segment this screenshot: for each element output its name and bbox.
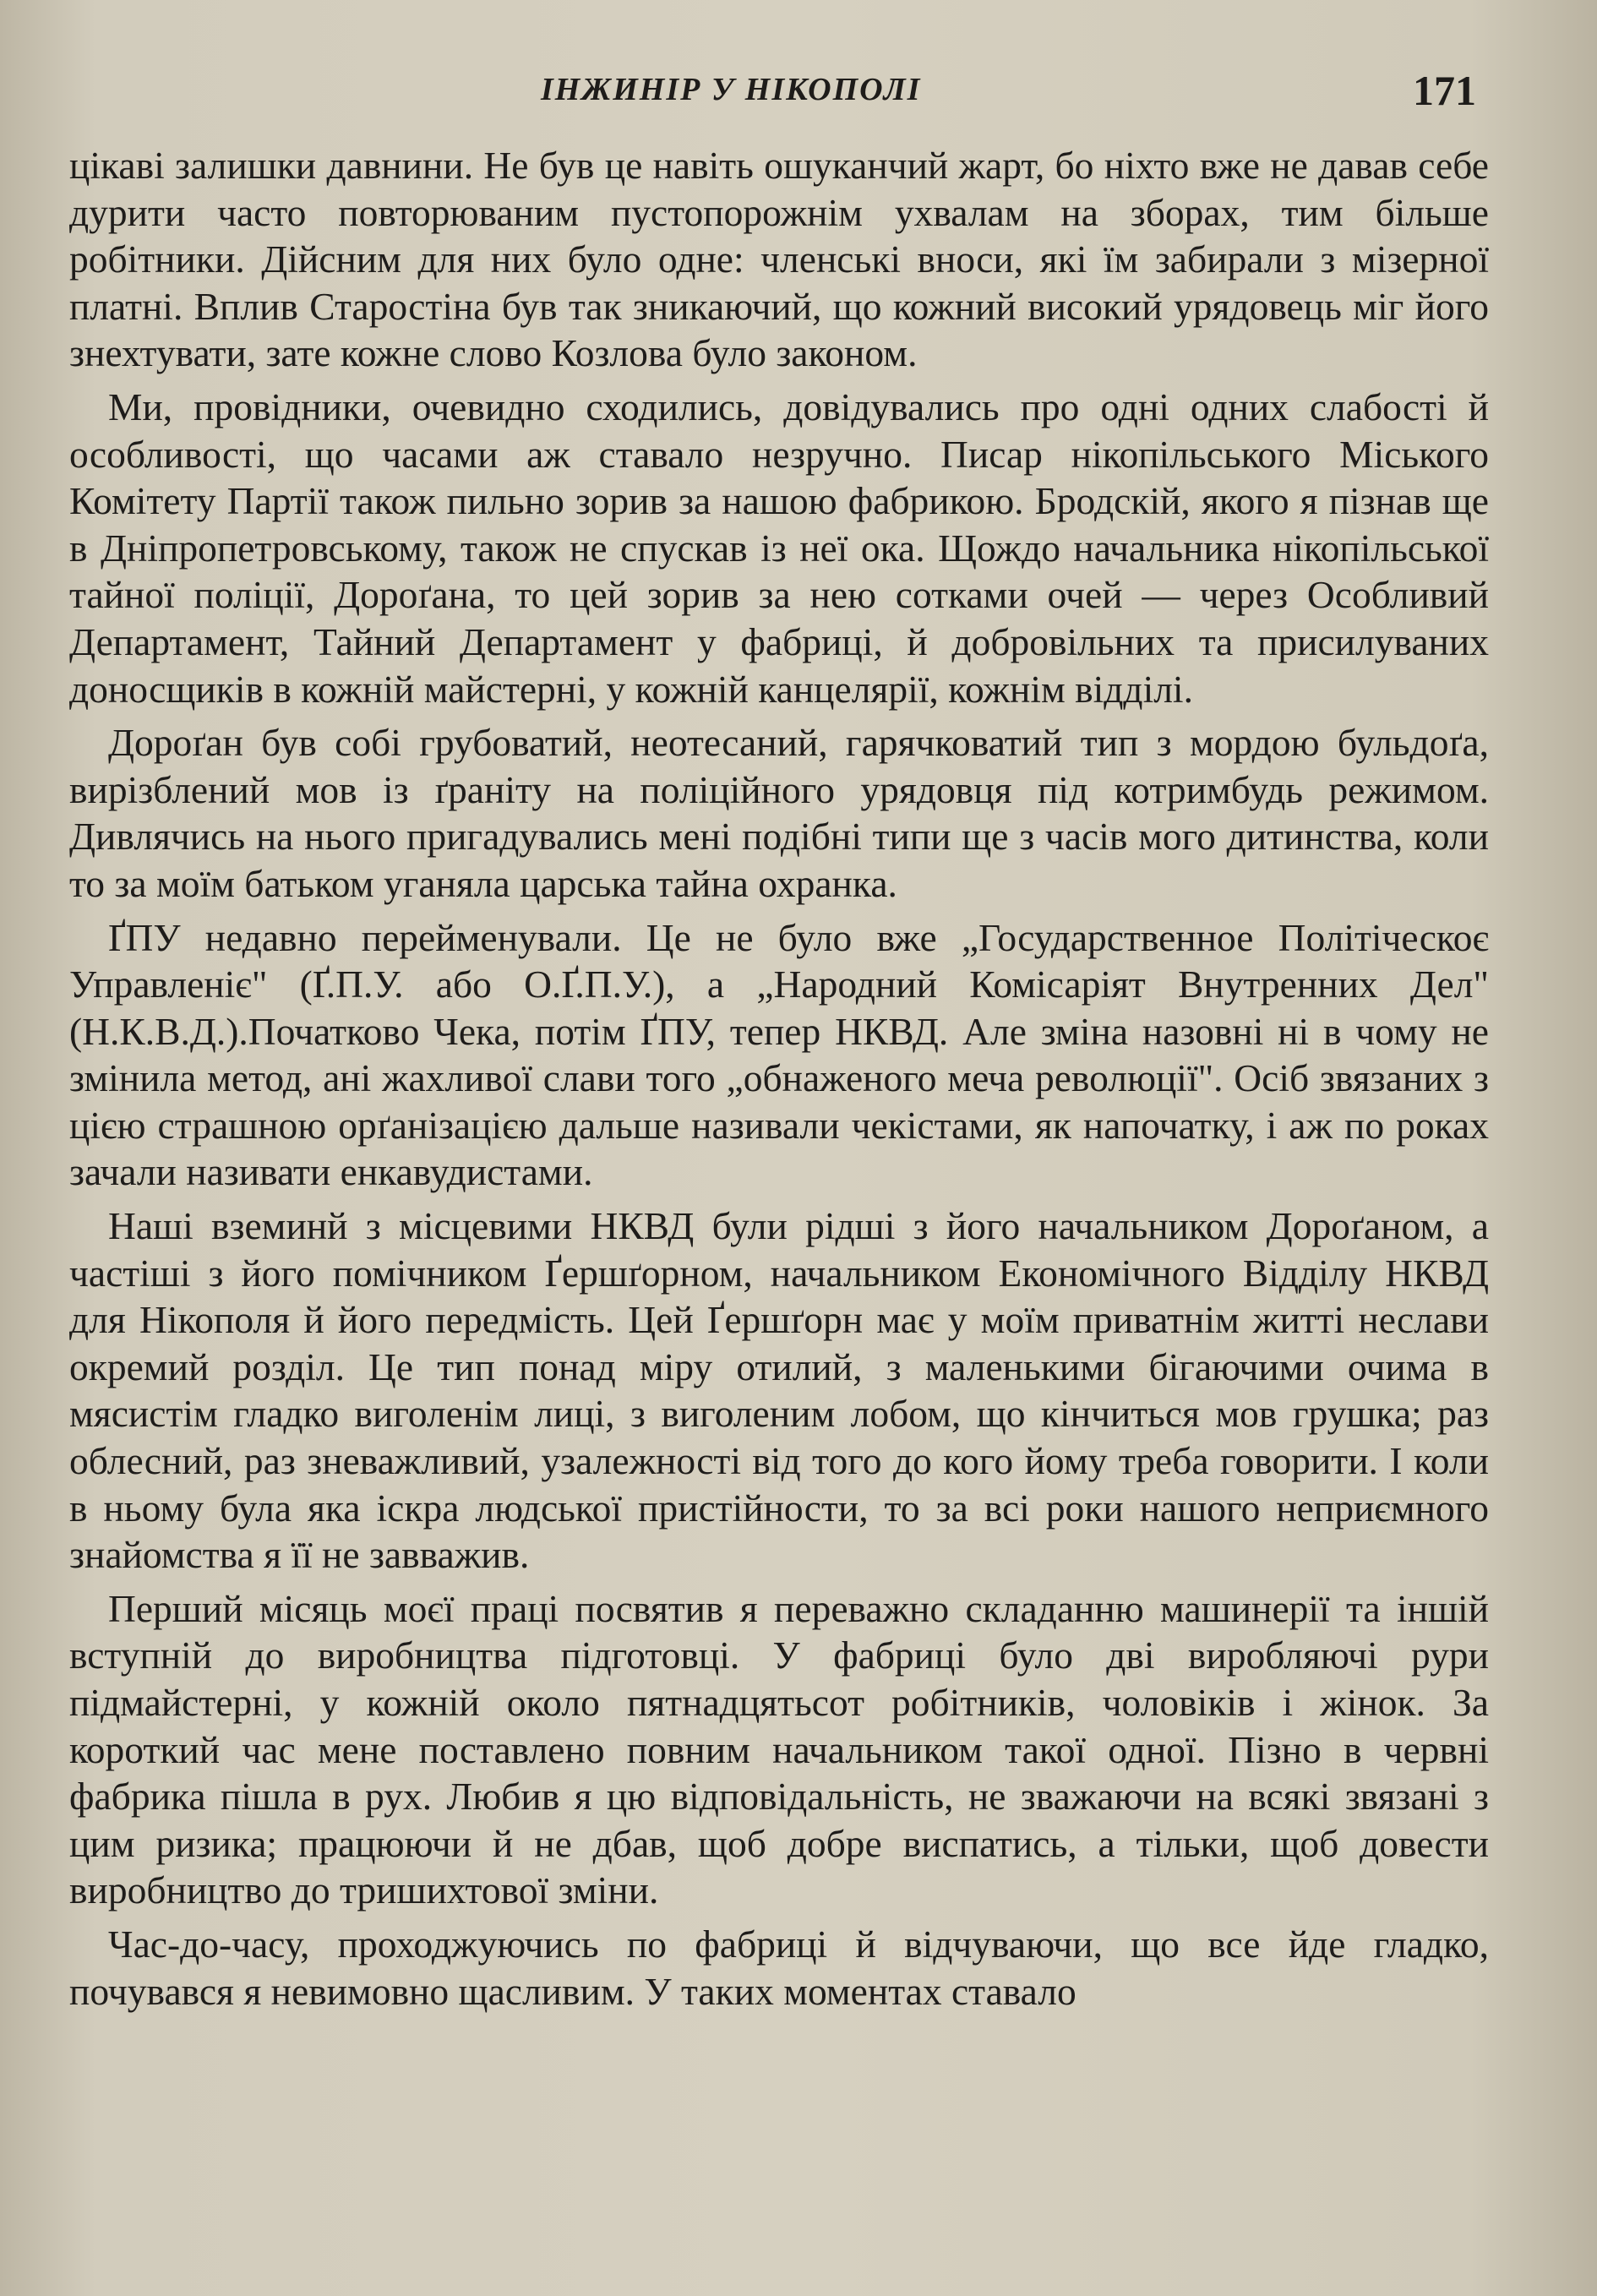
paragraph-2: Ми, провідники, очевидно сходились, довідувались про одні одних слабості й особливості, що часами аж ставало незручно. Писар нікопільського Міського Комітету Партії також пильно зорив за нашою фабрикою. Бродскій, якого я пізнав ще в Дніпропетровському, також не спускав із неї ока. Щождо начальника нікопільської тайної поліції, Дороґана, то цей зорив за нею сотками очей — через Особливий Департамент, Тайний Департамент у фабриці, й добровільних та присилуваних доносщиків в кожній майстерні, у кожній канцелярії, кожнім відділі. (69, 384, 1489, 711)
paragraph-4: ҐПУ недавно перейменували. Це не було вже „Государственное Політіческоє Управленіє" (Ґ.П.У. або О.Ґ.П.У.), а „Народний Комісаріят Внутренних Дел" (Н.К.В.Д.).Початково Чека, потім ҐПУ, тепер НКВД. Але зміна назовні ні в чому не змінила метод, ані жахливої слави того „обнаженого меча революції". Осіб звязаних з цією страшною орґанізацією дальше називали чекістами, як напочатку, і аж по роках зачали називати енкавудистами. (69, 915, 1489, 1194)
page-number: 171 (1413, 67, 1476, 114)
paragraph-6: Перший місяць моєї праці посвятив я переважно складанню машинерії та іншій вступній до виробництва підготовці. У фабриці було дві виробляючі рури підмайстерні, у кожній около пятнадцятьсот робітників, чоловіків і жінок. За короткий час мене поставлено повним начальником такої одної. Пізно в червні фабрика пішла в рух. Любив я цю відповідальність, не зважаючи на всякі звязані з цим ризика; працюючи й не дбав, щоб добре виспатись, а тільки, щоб довести виробництво до тришихтової зміни. (69, 1586, 1489, 1912)
body-text (69, 142, 1489, 2021)
page-header (0, 66, 1597, 125)
paragraph-7: Час-до-часу, проходжуючись по фабриці й відчуваючи, що все йде гладко, почувався я невимовно щасливим. У таких моментах ставало (69, 1922, 1489, 2013)
paragraph-5: Наші вземинй з місцевими НКВД були рідші з його начальником Дороґаном, а частіші з його помічником Ґершґорном, начальником Економічного Відділу НКВД для Нікополя й його передмість. Цей Ґершґорн має у моїм приватнім житті неслави окремий розділ. Це тип понад міру отилий, з маленькими бігаючими очима в мясистім гладко виголенім лиці, з виголеним лобом, що кінчиться мов грушка; раз облесний, раз зневажливий, узалежності від того до кого йому треба говорити. І коли в ньому була яка іскра людської пристійности, то за всі роки нашого неприємного знайомства я її не завважив. (69, 1204, 1489, 1577)
running-title: ІНЖИНІР У НІКОПОЛІ (541, 72, 922, 107)
paragraph-3: Дороґан був собі грубоватий, неотесаний, гарячковатий тип з мордою бульдоґа, вирізблений мов із ґраніту на поліційного урядовця під котримбудь режимом. Дивлячись на нього пригадувались мені подібні типи ще з часів мого дитинства, коли то за моїм батьком уганяла царська тайна охранка. (69, 721, 1489, 905)
paragraph-1: цікаві залишки давнини. Не був це навіть ошуканчий жарт, бо ніхто вже не давав себе дурити часто повторюваним пустопорожнім ухвалам на зборах, тим більше робітники. Дійсним для них було одне: членські вноси, які їм забирали з мізерної платні. Вплив Старостіна був так зникаючий, що кожний високий урядовець міг його знехтувати, зате кожне слово Козлова було законом. (69, 144, 1489, 375)
